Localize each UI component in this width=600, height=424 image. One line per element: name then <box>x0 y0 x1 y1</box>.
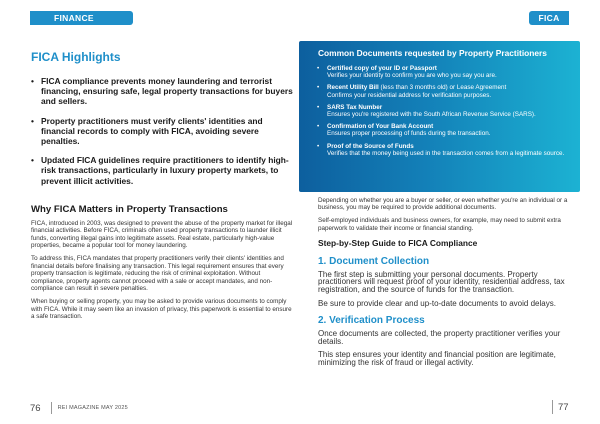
highlights-list <box>31 76 293 186</box>
footer-left <box>30 402 128 414</box>
document-name: SARS Tax Number <box>327 103 383 111</box>
left-column <box>31 50 293 327</box>
document-description: Verifies your identity to confirm you are who you say you are. <box>327 72 497 80</box>
intro-paragraph: Depending on whether you are a buyer or seller, or even whether you're an individual or a business, you may be required to provide additional documents. <box>318 197 568 212</box>
document-name: Certified copy of your ID or Passport <box>327 65 437 72</box>
section-tab-finance: FINANCE <box>30 11 133 25</box>
highlights-title: FICA Highlights <box>31 50 121 64</box>
footer-divider <box>51 402 52 414</box>
footer-right <box>552 400 569 414</box>
document-item <box>309 84 570 98</box>
document-item <box>309 104 570 118</box>
step-1-paragraph: Be sure to provide clear and up-to-date documents to avoid delays. <box>318 298 556 308</box>
step-1-paragraph: The first step is submitting your personal documents. Property practitioners will request proof of your identity, residential address, tax registration, and the source of funds for the transaction. <box>318 269 565 294</box>
document-name-suffix: (less than 3 months old) or Lease Agreement <box>378 84 507 92</box>
documents-title: Common Documents requested by Property Practitioners <box>318 48 547 58</box>
why-paragraph: To address this, FICA mandates that property practitioners verify their clients' identities and financial details before finalising any transaction. This legal requirement ensures that every property transaction is legitimate, reducing the risk of criminal exploitation. Without compliance, property agents cannot proceed with a sale or accept mandates, and non-compliance can result in severe penalties. <box>31 255 284 293</box>
section-tab-fica: FICA <box>529 11 569 25</box>
document-name: Recent Utility Bill <box>327 84 379 92</box>
step-1-heading: 1. Document Collection <box>318 255 430 267</box>
document-description: Confirms your residential address for verification purposes. <box>327 91 492 99</box>
why-paragraph: When buying or selling property, you may be asked to provide various documents to comply with FICA. While it may seem like an invasion of privacy, this paperwork is essential to ensure a safe transaction. <box>31 298 292 321</box>
common-documents-box <box>299 41 580 192</box>
document-item <box>309 143 570 157</box>
highlight-item: • Property practitioners must verify clients' identities and financial records to comply with FICA, avoiding severe penalties. <box>31 116 293 147</box>
document-description: Ensures proper processing of funds during the transaction. <box>327 130 491 138</box>
why-paragraph: FICA, introduced in 2003, was designed to prevent the abuse of the property market for illegal financial activities. Before FICA, criminals often used property transactions to launder illicit funds, converting illegal gains into legitimate assets. Real estate, particularly high-value properties, became a popular tool for money laundering. <box>31 219 293 250</box>
right-column <box>318 197 576 373</box>
highlight-item: • FICA compliance prevents money laundering and terrorist financing, ensuring safe, legal property transactions for buyers and sellers. <box>31 76 293 107</box>
document-item <box>309 123 570 137</box>
document-name: Confirmation of Your Bank Account <box>327 123 434 131</box>
document-description: Verifies that the money being used in the transaction comes from a legitimate source. <box>327 149 565 157</box>
intro-paragraph: Self-employed individuals and business owners, for example, may need to submit extra paperwork to validate their income or financial standing. <box>318 217 561 232</box>
page-number-right: 77 <box>558 401 569 413</box>
why-fica-heading: Why FICA Matters in Property Transactions <box>31 203 228 215</box>
page-number-left: 76 <box>30 402 41 414</box>
document-name: Proof of the Source of Funds <box>327 142 414 150</box>
footer-divider <box>552 400 553 414</box>
magazine-issue: REI MAGAZINE MAY 2025 <box>57 405 128 411</box>
step-guide-heading: Step-by-Step Guide to FICA Compliance <box>318 237 478 248</box>
highlight-item: • Updated FICA guidelines require practitioners to identify high-risk transactions, particularly in luxury property markets, to prevent illicit activities. <box>31 155 293 186</box>
document-item <box>309 65 570 79</box>
step-2-paragraph: Once documents are collected, the property practitioner verifies your details. <box>318 329 561 346</box>
document-description: Ensures you're registered with the South African Revenue Service (SARS). <box>327 111 536 119</box>
step-2-heading: 2. Verification Process <box>318 315 425 327</box>
step-2-paragraph: This step ensures your identity and financial position are legitimate, minimizing the risk of fraud or illegal activity. <box>318 350 556 367</box>
